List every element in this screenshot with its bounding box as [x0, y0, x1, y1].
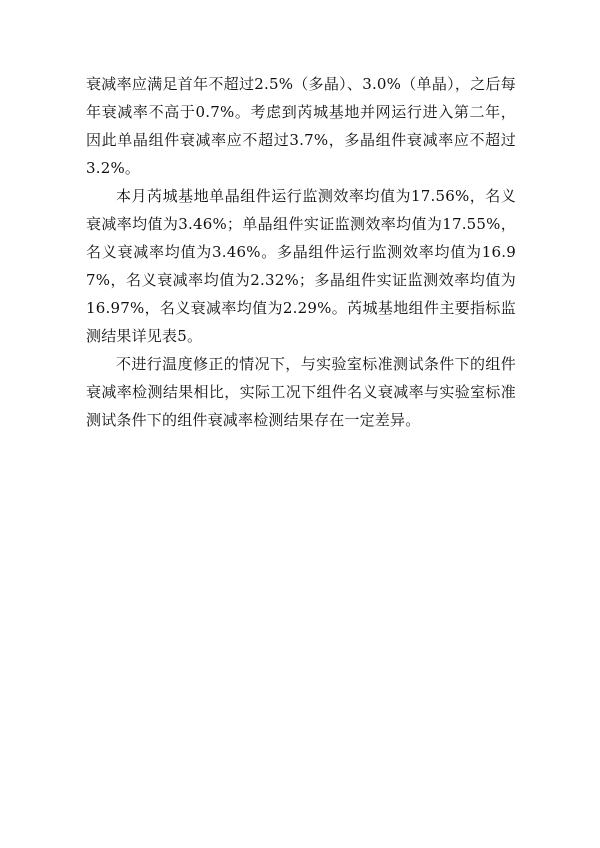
paragraph-continued: 衰减率应满足首年不超过2.5%（多晶）、3.0%（单晶），之后每年衰减率不高于0.7%。考虑到芮城基地并网运行进入第二年，因此单晶组件衰减率应不超过3.7%，多晶组件衰减率应不超过3.2%。 [86, 75, 516, 177]
paragraph-monitoring-results: 本月芮城基地单晶组件运行监测效率均值为17.56%，名义衰减率均值为3.46%；单晶组件实证监测效率均值为17.55%，名义衰减率均值为3.46%。多晶组件运行监测效率均值为16.97%，名义衰减率均值为2.32%；多晶组件实证监测效率均值为16.97%，名义衰减率均值为2.29%。芮城基地组件主要指标监测结果详见表5。 [86, 187, 516, 345]
body-text [86, 70, 516, 434]
paragraph-lab-comparison: 不进行温度修正的情况下，与实验室标准测试条件下的组件衰减率检测结果相比，实际工况下组件名义衰减率与实验室标准测试条件下的组件衰减率检测结果存在一定差异。 [86, 355, 516, 429]
